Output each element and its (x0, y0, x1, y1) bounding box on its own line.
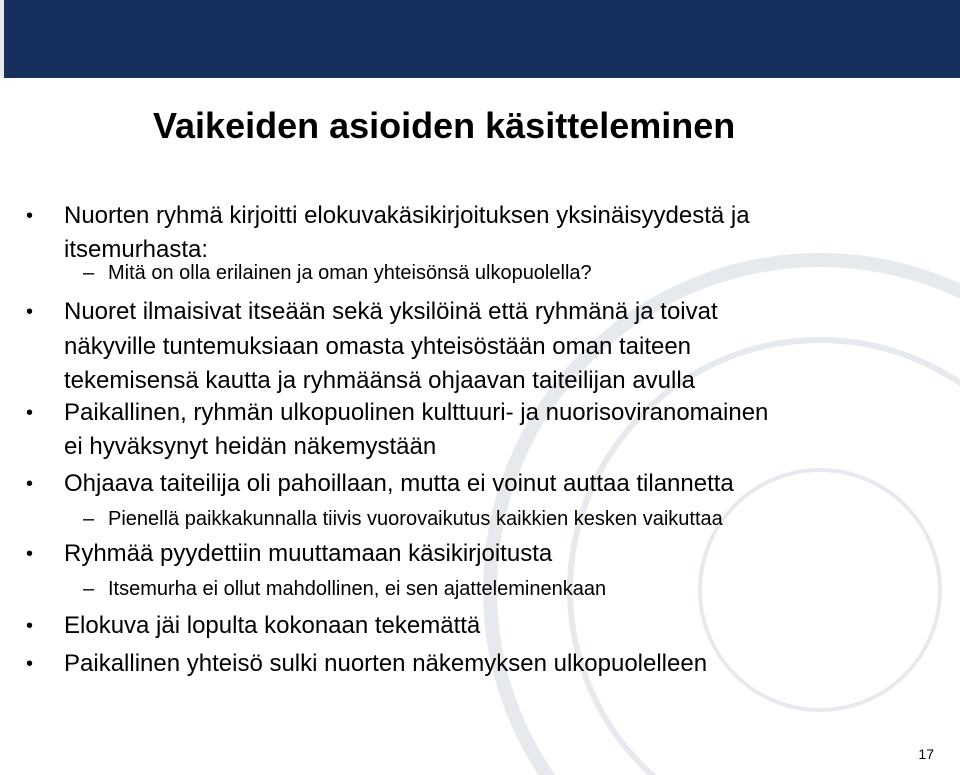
bullet-dot-icon: • (26, 473, 34, 495)
bullet-dot-icon: • (26, 301, 34, 323)
dash-icon: – (83, 508, 95, 530)
bullet-text: Ryhmää pyydettiin muuttamaan käsikirjoitusta (64, 540, 553, 567)
bullet-text: Ohjaava taiteilija oli pahoillaan, mutta ei voinut auttaa tilannetta (64, 470, 734, 497)
bullet-text: ei hyväksynyt heidän näkemystään (64, 433, 437, 460)
bullet-text: Elokuva jäi lopulta kokonaan tekemättä (64, 612, 481, 639)
bullet-dot-icon: • (26, 543, 34, 565)
bullet-text: Paikallinen yhteisö sulki nuorten näkemyksen ulkopuolelleen (64, 650, 708, 677)
bullet-text: Nuoret ilmaisivat itseään sekä yksilöinä että ryhmänä ja toivat (64, 298, 718, 325)
slide-title: Vaikeiden asioiden käsitteleminen (153, 105, 736, 146)
sub-bullet-text: Itsemurha ei ollut mahdollinen, ei sen ajatteleminenkaan (108, 578, 607, 600)
bullet-text: itsemurhasta: (64, 236, 209, 263)
dash-icon: – (83, 578, 95, 600)
bullet-dot-icon: • (26, 205, 34, 227)
bullet-text: Nuorten ryhmä kirjoitti elokuvakäsikirjoituksen yksinäisyydestä ja (64, 202, 750, 229)
sub-bullet-text: Pienellä paikkakunnalla tiivis vuorovaikutus kaikkien kesken vaikuttaa (108, 508, 723, 530)
page-number: 17 (918, 746, 934, 762)
bullet-text: Paikallinen, ryhmän ulkopuolinen kulttuuri- ja nuorisoviranomainen (64, 399, 769, 426)
bullet-dot-icon: • (26, 402, 34, 424)
bullet-text: näkyville tuntemuksiaan omasta yhteisöstään oman taiteen (64, 333, 692, 360)
sub-bullet-text: Mitä on olla erilainen ja oman yhteisönsä ulkopuolella? (108, 262, 592, 284)
bullet-dot-icon: • (26, 653, 34, 675)
dash-icon: – (83, 262, 95, 284)
bullet-text: tekemisensä kautta ja ryhmäänsä ohjaavan taiteilijan avulla (64, 367, 696, 394)
bullet-dot-icon: • (26, 615, 34, 637)
